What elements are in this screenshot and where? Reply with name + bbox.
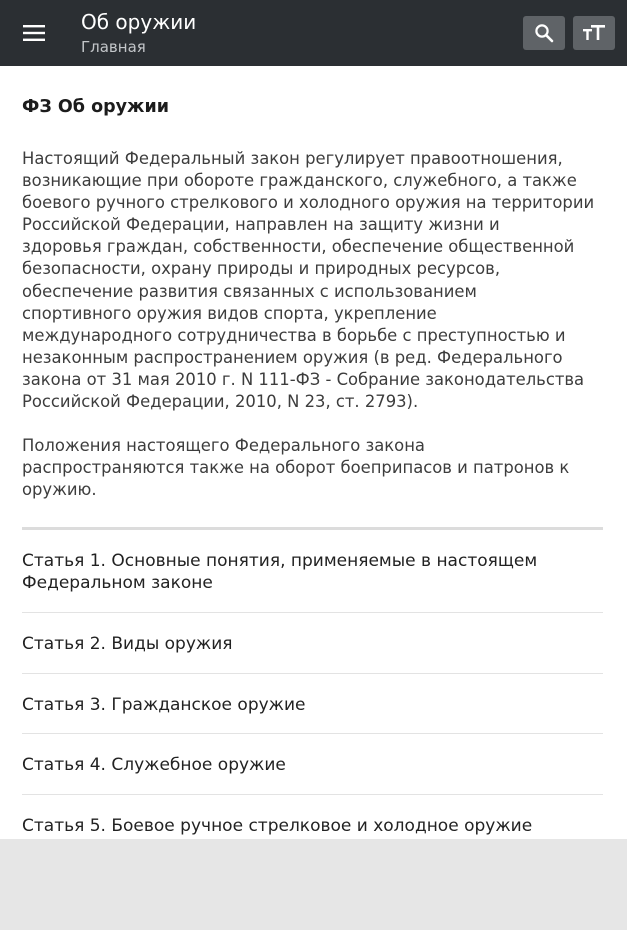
menu-button[interactable]: [14, 13, 54, 53]
preamble-line: боевого ручного стрелкового и холодного оружия на территории: [22, 193, 595, 213]
scope-line: оружию.: [22, 480, 97, 500]
list-divider: [22, 794, 603, 795]
list-divider: [22, 733, 603, 734]
app-subtitle: Главная: [81, 38, 146, 56]
article-item-4[interactable]: [22, 754, 603, 776]
article-item-1[interactable]: [22, 550, 603, 594]
preamble-line: безопасности, охрану природы и природных ресурсов,: [22, 259, 501, 279]
search-button[interactable]: [523, 16, 565, 50]
text-size-icon: [583, 24, 605, 42]
document-title: ФЗ Об оружии: [22, 97, 169, 117]
preamble-line: незаконным распространением оружия (в ред. Федерального: [22, 347, 563, 367]
preamble-paragraph: [22, 148, 594, 413]
article-label: Статья 3. Гражданское оружие: [22, 695, 306, 715]
app-title: Об оружии: [81, 10, 197, 34]
preamble-line: спортивного оружия видов спорта, укрепление: [22, 303, 437, 323]
scope-paragraph: [22, 435, 569, 501]
content-scroll-area[interactable]: [0, 66, 627, 839]
preamble-line: обеспечение развития связанных с использованием: [22, 281, 477, 301]
preamble-line: международного сотрудничества в борьбе с преступностью и: [22, 325, 566, 345]
list-divider: [22, 612, 603, 613]
list-divider: [22, 673, 603, 674]
scope-line: Положения настоящего Федерального закона: [22, 436, 425, 455]
section-divider: [22, 527, 603, 530]
article-label: Статья 5. Боевое ручное стрелковое и холодное оружие: [22, 816, 533, 836]
article-item-2[interactable]: [22, 633, 603, 655]
preamble-line: Российской Федерации, направлен на защиту жизни и: [22, 215, 500, 235]
preamble-line: здоровья граждан, собственности, обеспечение общественной: [22, 237, 575, 257]
article-label: Статья 1. Основные понятия, применяемые в настоящем: [22, 551, 538, 571]
menu-icon: [23, 25, 45, 41]
app-bar: [0, 0, 627, 66]
scope-line: распространяются также на оборот боеприпасов и патронов к: [22, 458, 570, 478]
article-label: Статья 4. Служебное оружие: [22, 755, 286, 775]
article-item-3[interactable]: [22, 694, 603, 716]
search-icon: [534, 23, 554, 43]
preamble-line: закона от 31 мая 2010 г. N 111-ФЗ - Собрание законодательства: [22, 369, 585, 389]
bottom-empty-area: [0, 839, 627, 930]
article-item-5[interactable]: [22, 815, 603, 837]
article-label: Федеральном законе: [22, 573, 213, 593]
preamble-line: возникающие при обороте гражданского, служебного, а также: [22, 171, 577, 191]
text-size-button[interactable]: [573, 16, 615, 50]
preamble-line: Российской Федерации, 2010, N 23, ст. 2793).: [22, 392, 419, 412]
article-label: Статья 2. Виды оружия: [22, 634, 233, 654]
app-bar-titles: [81, 9, 196, 57]
preamble-line: Настоящий Федеральный закон регулирует правоотношения,: [22, 149, 563, 168]
